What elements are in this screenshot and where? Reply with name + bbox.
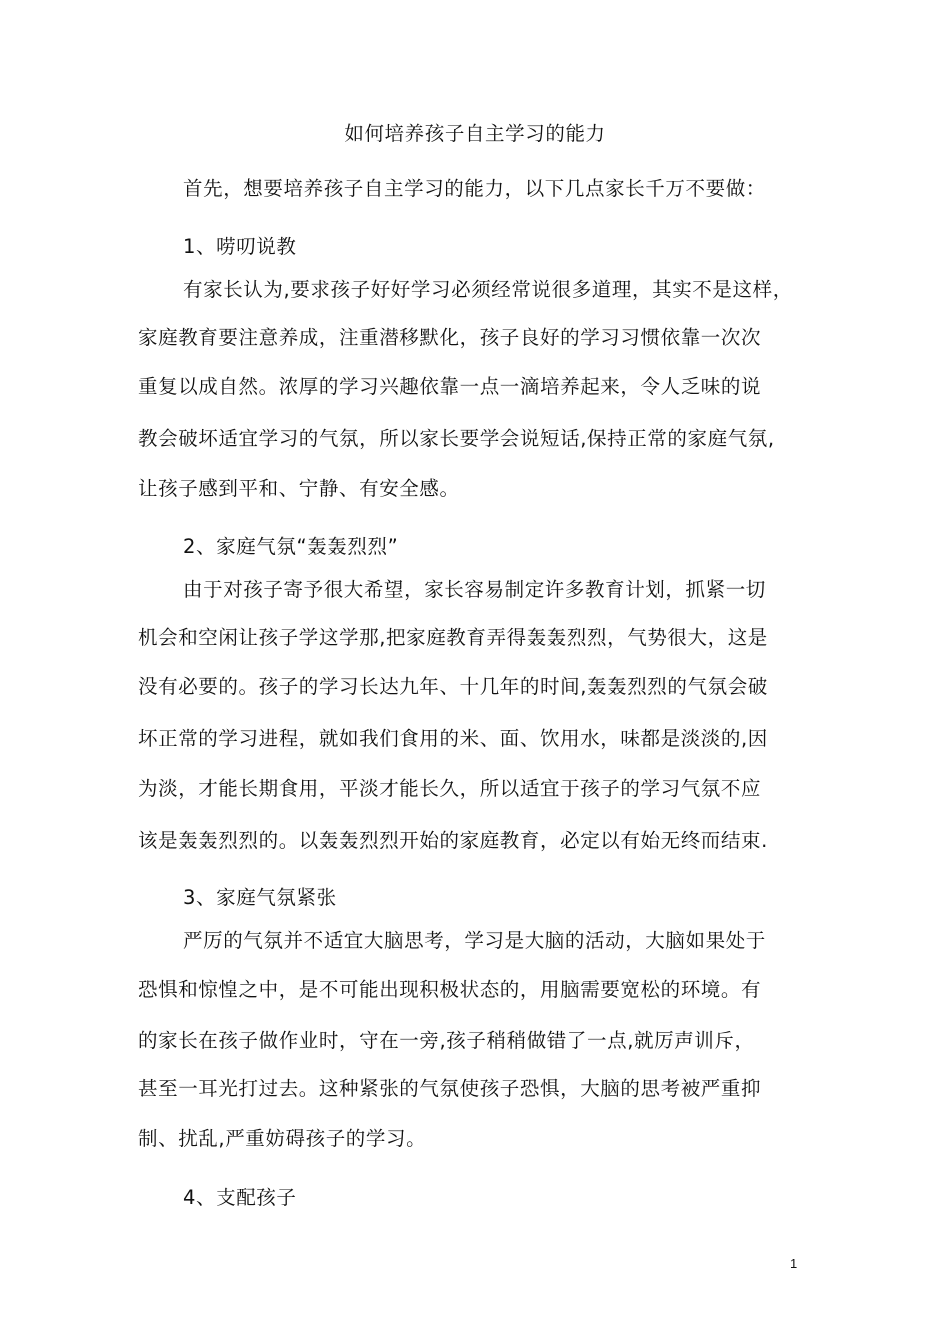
section-heading-3: 3、家庭气氛紧张: [183, 886, 337, 909]
document-title: 如何培养孩子自主学习的能力: [344, 122, 606, 145]
section-1-line-1: 有家长认为,要求孩子好好学习必须经常说很多道理，其实不是这样，: [183, 278, 793, 301]
section-1-line-2: 家庭教育要注意养成，注重潜移默化，孩子良好的学习习惯依靠一次次: [138, 326, 762, 349]
section-2-line-2: 机会和空闲让孩子学这学那,把家庭教育弄得轰轰烈烈，气势很大，这是: [138, 626, 768, 649]
section-3-line-1: 严厉的气氛并不适宜大脑思考，学习是大脑的活动，大脑如果处于: [183, 929, 766, 952]
section-2-line-6: 该是轰轰烈烈的。以轰轰烈烈开始的家庭教育，必定以有始无终而结束.: [138, 829, 768, 852]
section-2-line-5: 为淡，才能长期食用，平淡才能长久，所以适宜于孩子的学习气氛不应: [138, 777, 762, 800]
section-1-line-4: 教会破坏适宜学习的气氛，所以家长要学会说短话,保持正常的家庭气氛,: [138, 427, 775, 450]
section-1-line-3: 重复以成自然。浓厚的学习兴趣依靠一点一滴培养起来，令人乏味的说: [138, 375, 762, 398]
section-1-line-5: 让孩子感到平和、宁静、有安全感。: [138, 477, 460, 500]
intro-paragraph: 首先，想要培养孩子自主学习的能力，以下几点家长千万不要做：: [183, 177, 766, 200]
section-3-line-2: 恐惧和惊惶之中，是不可能出现积极状态的，用脑需要宽松的环境。有: [138, 978, 762, 1001]
section-3-line-3: 的家长在孩子做作业时，守在一旁,孩子稍稍做错了一点,就厉声训斥，: [138, 1029, 755, 1052]
section-2-line-1: 由于对孩子寄予很大希望，家长容易制定许多教育计划，抓紧一切: [183, 578, 766, 601]
section-3-line-4: 甚至一耳光打过去。这种紧张的气氛使孩子恐惧，大脑的思考被严重抑: [138, 1077, 762, 1100]
section-heading-4: 4、支配孩子: [183, 1186, 297, 1209]
section-2-line-4: 坏正常的学习进程，就如我们食用的米、面、饮用水，味都是淡淡的,因: [138, 727, 768, 750]
section-3-line-5: 制、扰乱,严重妨碍孩子的学习。: [138, 1127, 427, 1150]
section-2-line-3: 没有必要的。孩子的学习长达九年、十几年的时间,轰轰烈烈的气氛会破: [138, 675, 768, 698]
section-heading-1: 1、唠叨说教: [183, 235, 297, 258]
page-number: 1: [790, 1256, 798, 1271]
section-heading-2: 2、家庭气氛“轰轰烈烈”: [183, 535, 399, 558]
